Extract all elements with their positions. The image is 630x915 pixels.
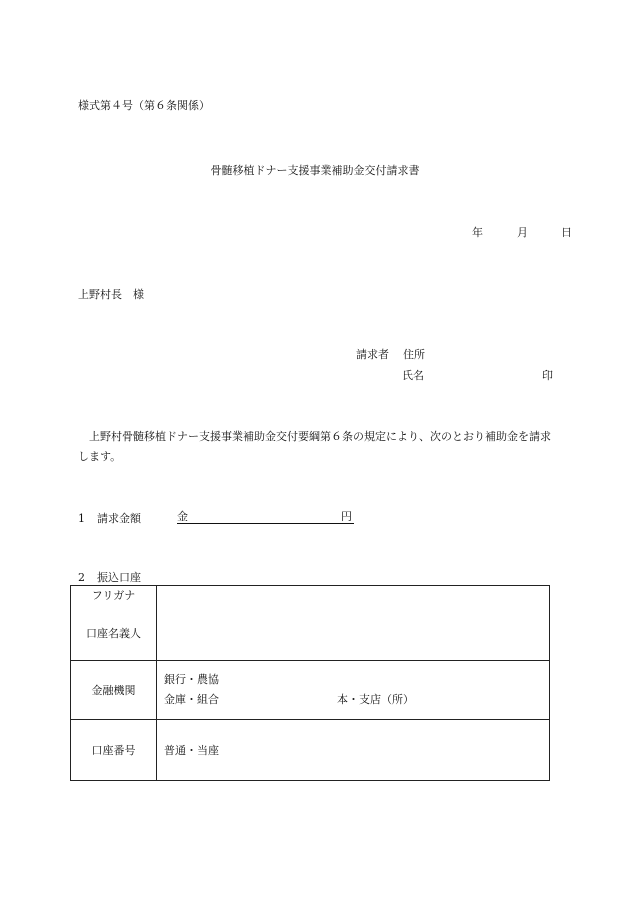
item1-label: 請求金額 [97,512,141,525]
account-holder-field[interactable] [157,586,550,661]
requester-address-line [356,346,425,362]
institution-field[interactable] [157,661,550,720]
item1-number: 1 [78,512,85,525]
account-number-field[interactable] [157,720,550,781]
table-row [71,661,550,720]
name-label: 氏名 [402,369,424,382]
account-holder-header [71,586,157,661]
date-line [472,224,572,240]
request-statement: 上野村骨髄移植ドナー支援事業補助金交付要綱第６条の規定により、次のとおり補助金を請求します。 [78,430,551,463]
table-row [71,720,550,781]
account-holder-label: 口座名義人 [86,627,141,640]
address-label: 住所 [403,348,425,361]
addressee: 上野村長 様 [78,288,144,301]
bank-type-line2 [164,690,549,710]
amount-suffix: 円 [341,510,352,523]
account-number-label: 口座番号 [71,720,157,781]
seal-mark: 印 [542,369,553,382]
year-label: 年 [472,226,483,239]
bank-type-text: 金庫・組合 [164,693,219,706]
requester-label: 請求者 [356,348,389,361]
item1-heading [78,510,141,526]
item2-label: 振込口座 [97,571,141,584]
item2-number: 2 [78,571,85,584]
bank-account-table [70,585,550,781]
bank-type-line1: 銀行・農協 [164,673,219,686]
form-number: 様式第４号（第６条関係） [78,99,210,112]
amount-field[interactable] [177,510,354,524]
day-label: 日 [561,226,572,239]
table-row [71,586,550,661]
furigana-label: フリガナ [91,589,136,602]
month-label: 月 [517,226,528,239]
document-title: 骨髄移植ドナー支援事業補助金交付請求書 [210,164,420,177]
amount-prefix: 金 [177,510,188,523]
institution-label: 金融機関 [71,661,157,720]
branch-label: 本・支店（所） [337,693,414,706]
account-type-label: 普通・当座 [164,744,219,757]
item2-heading [78,569,141,585]
